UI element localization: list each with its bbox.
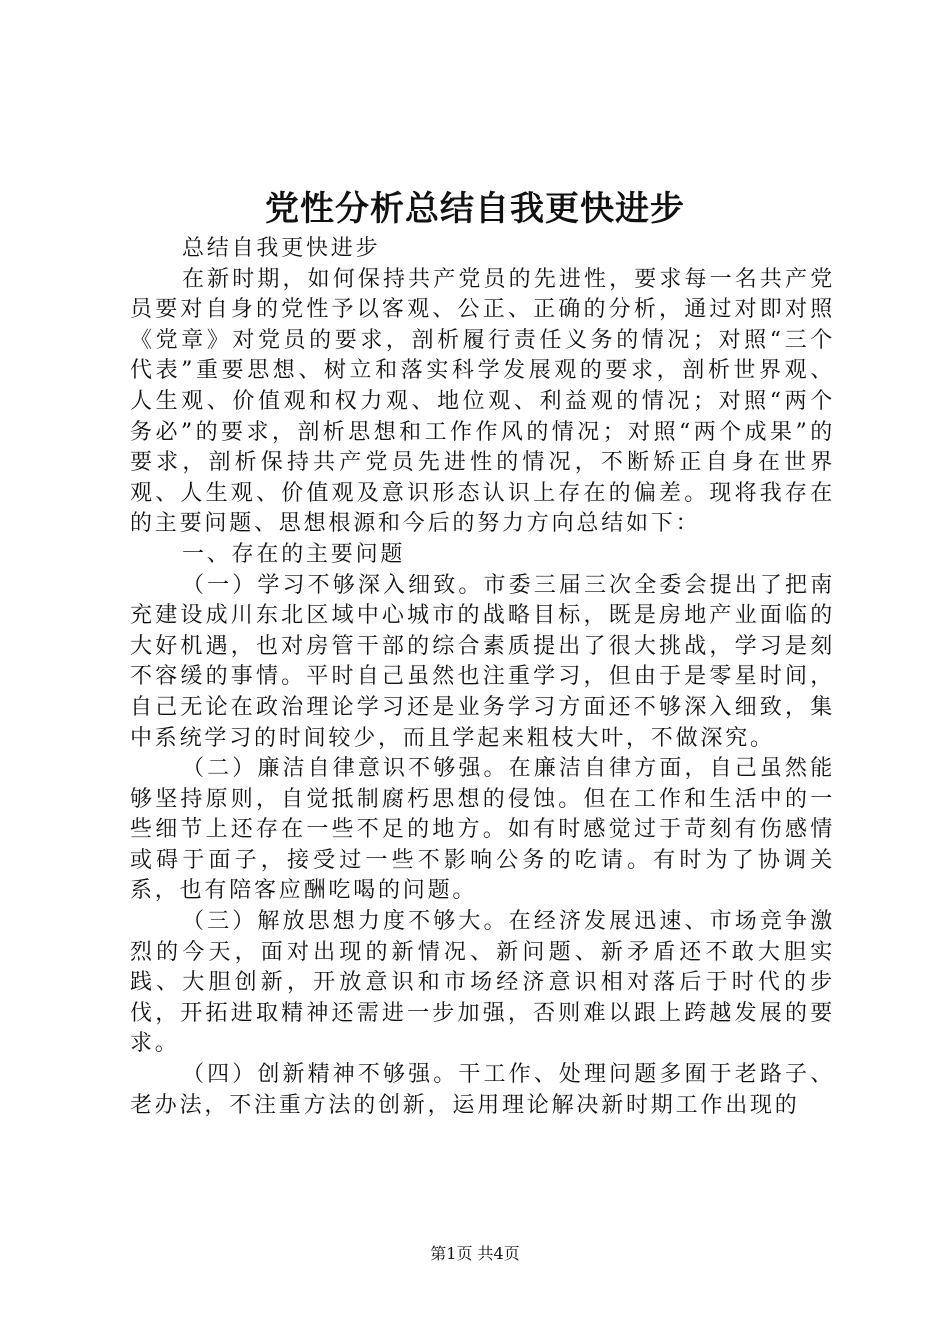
- subtitle-paragraph: 总结自我更快进步: [182, 236, 381, 261]
- issue-paragraph-4: （四）创新精神不够强。干工作、处理问题多囿于老路子、老办法，不注重方法的创新，运用理论解决新时期工作出现的: [130, 1062, 835, 1118]
- document-title: 党性分析总结自我更快进步: [265, 189, 685, 229]
- issue-paragraph-1: （一）学习不够深入细致。市委三届三次全委会提出了把南充建设成川东北区域中心城市的战略目标，既是房地产业面临的大好机遇，也对房管干部的综合素质提出了很大挑战，学习是刻不容缓的事情。平时自己虽然也注重学习，但由于是零星时间，自己无论在政治理论学习还是业务学习方面还不够深入细致，集中系统学习的时间较少，而且学起来粗枝大叶，不做深究。: [130, 572, 835, 751]
- issue-paragraph-2: （二）廉洁自律意识不够强。在廉洁自律方面，自己虽然能够坚持原则，自觉抵制腐朽思想的侵蚀。但在工作和生活中的一些细节上还存在一些不足的地方。如有时感觉过于苛刻有伤感情或碍于面子，接受过一些不影响公务的吃请。有时为了协调关系，也有陪客应酬吃喝的问题。: [130, 756, 835, 904]
- page-footer: 第1页 共4页: [430, 1244, 520, 1263]
- issue-paragraph-3: （三）解放思想力度不够大。在经济发展迅速、市场竞争激烈的今天，面对出现的新情况、新问题、新矛盾还不敢大胆实践、大胆创新，开放意识和市场经济意识相对落后于时代的步伐，开拓进取精神还需进一步加强，否则难以跟上跨越发展的要求。: [130, 909, 835, 1057]
- intro-paragraph: 在新时期，如何保持共产党员的先进性，要求每一名共产党员要对自身的党性予以客观、公正、正确的分析，通过对即对照《党章》对党员的要求，剖析履行责任义务的情况；对照“三个代表”重要思想、树立和落实科学发展观的要求，剖析世界观、人生观、价值观和权力观、地位观、利益观的情况；对照“两个务必”的要求，剖析思想和工作作风的情况；对照“两个成果”的要求，剖析保持共产党员先进性的情况，不断矫正自身在世界观、人生观、价值观及意识形态认识上存在的偏差。现将我存在的主要问题、思想根源和今后的努力方向总结如下：: [130, 266, 835, 537]
- section-heading: 一、存在的主要问题: [182, 541, 406, 567]
- document-body: [130, 234, 835, 1121]
